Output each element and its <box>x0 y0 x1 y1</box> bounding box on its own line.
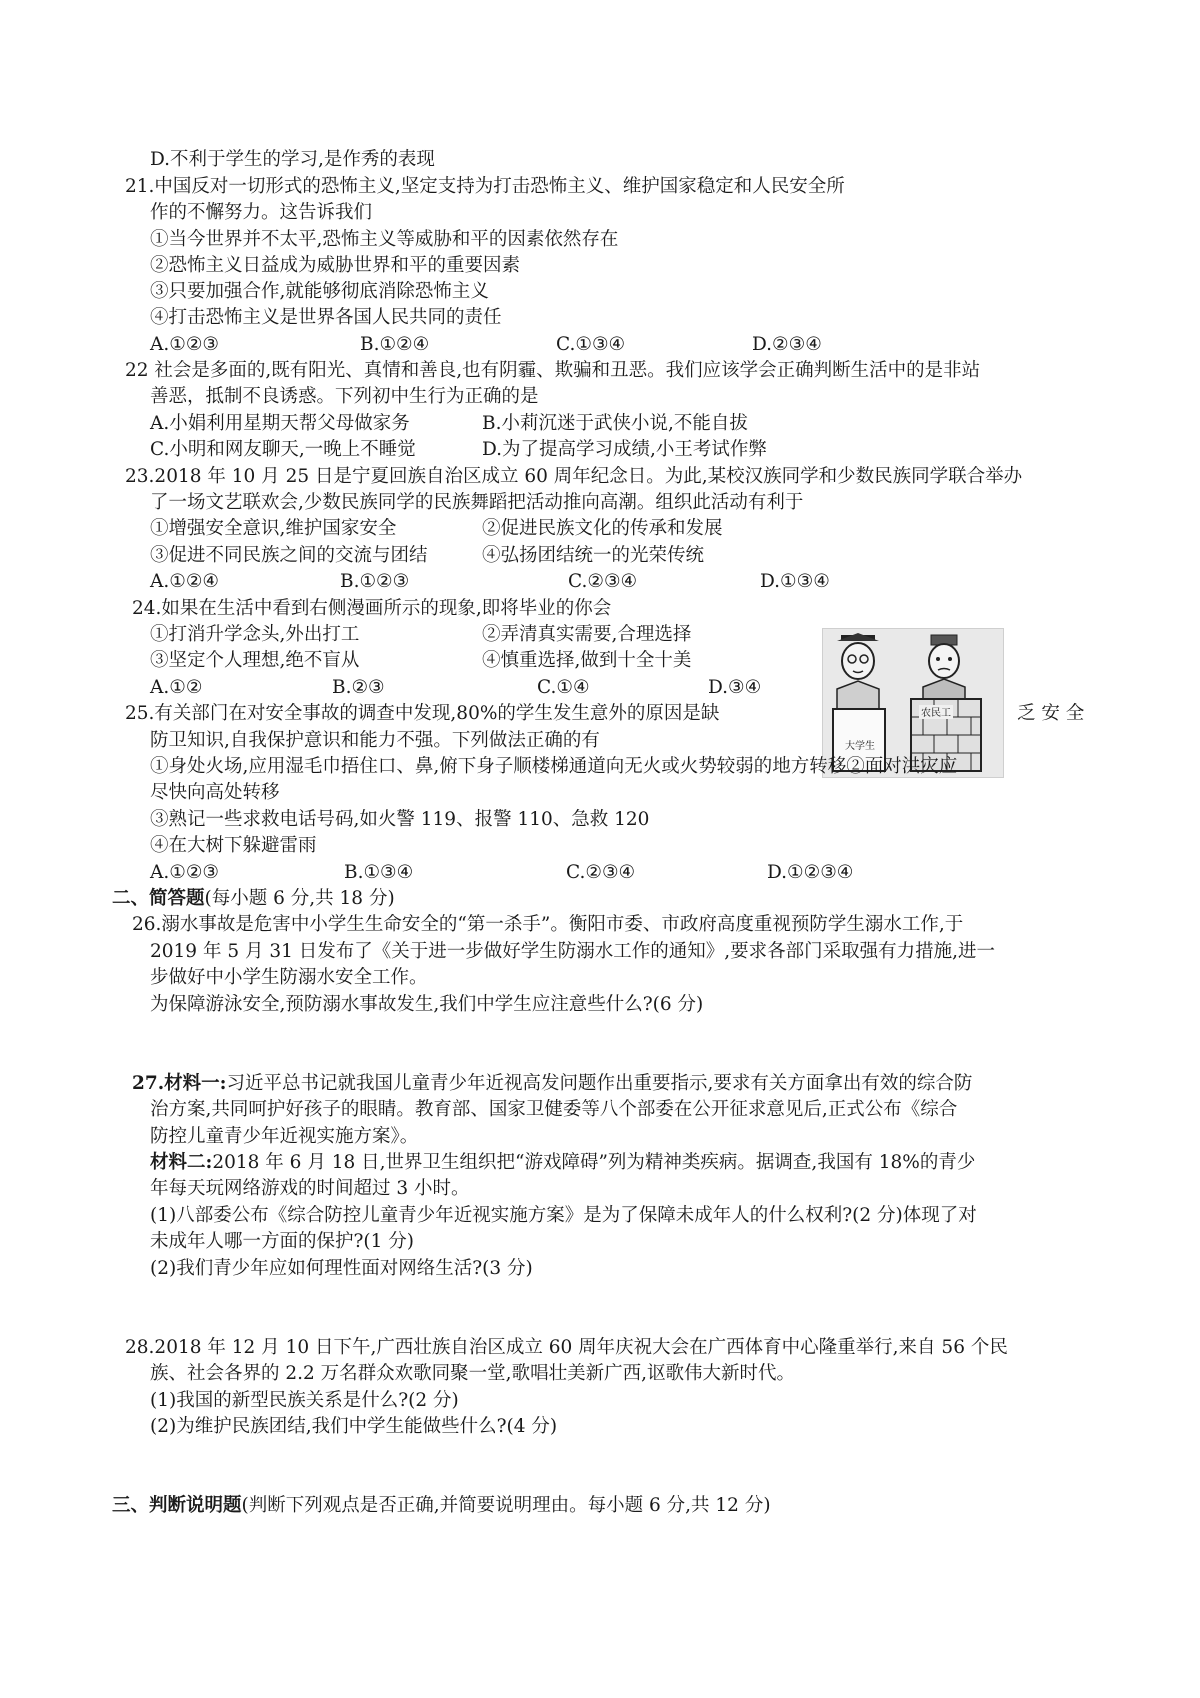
q22-option-a: A.小娟利用星期天帮父母做家务 <box>150 413 410 434</box>
q21-item-4: ④打击恐怖主义是世界各国人民共同的责任 <box>150 307 502 328</box>
q27-material2-line2: 年每天玩网络游戏的时间超过 3 小时。 <box>150 1178 470 1199</box>
q26-line2: 2019 年 5 月 31 日发布了《关于进一步做好学生防溺水工作的通知》,要求各部门采取强有力措施,进一 <box>150 941 996 962</box>
q27-material1-line3: 防控儿童青少年近视实施方案》。 <box>150 1126 419 1147</box>
section-3-note: (判断下列观点是否正确,并简要说明理由。每小题 6 分,共 12 分) <box>241 1495 771 1516</box>
cartoon-left-label: 大学生 <box>845 741 875 752</box>
q23-item-3: ③促进不同民族之间的交流与团结 <box>150 545 428 566</box>
q22-option-b: B.小莉沉迷于武侠小说,不能自拔 <box>482 413 748 434</box>
q24-option-d: D.③④ <box>708 677 762 698</box>
q24-option-b: B.②③ <box>332 677 385 698</box>
q22-option-d: D.为了提高学习成绩,小王考试作弊 <box>482 439 767 460</box>
q27-material2-label: 材料二: <box>150 1152 213 1173</box>
q26-line3: 步做好中小学生防溺水安全工作。 <box>150 967 428 988</box>
q21-option-a: A.①②③ <box>150 334 219 355</box>
q27-material1-label: 27.材料一: <box>132 1073 227 1094</box>
q23-option-d: D.①③④ <box>760 571 830 592</box>
q27-material2-text: 2018 年 6 月 18 日,世界卫生组织把“游戏障碍”列为精神类疾病。据调查,我国有 18%的青少 <box>212 1152 976 1173</box>
q22-option-c: C.小明和网友聊天,一晚上不睡觉 <box>150 439 416 460</box>
q27-q2: (2)我们青少年应如何理性面对网络生活?(3 分) <box>150 1258 533 1279</box>
q27-material2-line1 <box>150 1150 975 1176</box>
q21-item-1: ①当今世界并不太平,恐怖主义等威胁和平的因素依然存在 <box>150 229 619 250</box>
q23-item-4: ④弘扬团结统一的光荣传统 <box>482 545 705 566</box>
q25-stem-line1-tail: 乏 安 全 <box>1017 703 1085 724</box>
section-2-title: 二、简答题 <box>112 888 205 909</box>
q28-q2: (2)为维护民族团结,我们中学生能做些什么?(4 分) <box>150 1416 558 1437</box>
q25-option-a: A.①②③ <box>150 862 219 883</box>
q24-item-4: ④慎重选择,做到十全十美 <box>482 650 692 671</box>
q24-item-3: ③坚定个人理想,绝不盲从 <box>150 650 360 671</box>
q23-option-c: C.②③④ <box>568 571 638 592</box>
q25-option-b: B.①③④ <box>344 862 414 883</box>
q25-option-c: C.②③④ <box>566 862 636 883</box>
q21-item-2: ②恐怖主义日益成为威胁世界和平的重要因素 <box>150 255 521 276</box>
section-2-heading <box>112 886 395 912</box>
q23-stem-line1: 23.2018 年 10 月 25 日是宁夏回族自治区成立 60 周年纪念日。为此,某校汉族同学和少数民族同学联合举办 <box>125 466 1023 487</box>
q23-item-1: ①增强安全意识,维护国家安全 <box>150 518 397 539</box>
q28-line1: 28.2018 年 12 月 10 日下午,广西壮族自治区成立 60 周年庆祝大会在广西体育中心隆重举行,来自 56 个民 <box>125 1337 1008 1358</box>
q22-stem-line1: 22 社会是多面的,既有阳光、真情和善良,也有阴霾、欺骗和丑恶。我们应该学会正确判断生活中的是非站 <box>125 360 981 381</box>
q28-line2: 族、社会各界的 2.2 万名群众欢歌同聚一堂,歌唱壮美新广西,讴歌伟大新时代。 <box>150 1363 795 1384</box>
q21-option-b: B.①②④ <box>360 334 430 355</box>
q28-q1: (1)我国的新型民族关系是什么?(2 分) <box>150 1390 459 1411</box>
q21-item-3: ③只要加强合作,就能够彻底消除恐怖主义 <box>150 281 489 302</box>
q23-option-a: A.①②④ <box>150 571 219 592</box>
q24-option-c: C.①④ <box>537 677 590 698</box>
cartoon-right-label: 农民工 <box>921 708 951 719</box>
q24-item-2: ②弄清真实需要,合理选择 <box>482 624 692 645</box>
q24-item-1: ①打消升学念头,外出打工 <box>150 624 360 645</box>
q27-material1-text: 习近平总书记就我国儿童青少年近视高发问题作出重要指示,要求有关方面拿出有效的综合防 <box>226 1073 973 1094</box>
q24-stem: 24.如果在生活中看到右侧漫画所示的现象,即将毕业的你会 <box>132 598 612 619</box>
q25-stem-line1: 25.有关部门在对安全事故的调查中发现,80%的学生发生意外的原因是缺 <box>125 703 720 724</box>
q26-question: 为保障游泳安全,预防溺水事故发生,我们中学生应注意些什么?(6 分) <box>150 994 704 1015</box>
q25-item-1-line2: 尽快向高处转移 <box>150 782 280 803</box>
section-3-heading <box>112 1493 771 1519</box>
q22-stem-line2: 善恶，抵制不良诱惑。下列初中生行为正确的是 <box>150 386 539 407</box>
q27-q1-line1: (1)八部委公布《综合防控儿童青少年近视实施方案》是为了保障未成年人的什么权利?(2 分)体现了对 <box>150 1205 977 1226</box>
q25-item-1-line1: ①身处火场,应用湿毛巾捂住口、鼻,俯下身子顺楼梯通道向无火或火势较弱的地方转移②面对洪灾应 <box>150 756 958 777</box>
section-3-title: 三、判断说明题 <box>112 1495 242 1516</box>
q21-option-d: D.②③④ <box>752 334 822 355</box>
q20-option-d: D.不利于学生的学习,是作秀的表现 <box>150 149 435 170</box>
q25-item-4: ④在大树下躲避雷雨 <box>150 835 317 856</box>
q26-line1: 26.溺水事故是危害中小学生生命安全的“第一杀手”。衡阳市委、市政府高度重视预防学生溺水工作,于 <box>132 914 964 935</box>
q21-stem-line2: 作的不懈努力。这告诉我们 <box>150 202 373 223</box>
q27-q1-line2: 未成年人哪一方面的保护?(1 分) <box>150 1231 415 1252</box>
q21-option-c: C.①③④ <box>556 334 626 355</box>
section-2-note: (每小题 6 分,共 18 分) <box>204 888 395 909</box>
q25-stem-line2: 防卫知识,自我保护意识和能力不强。下列做法正确的有 <box>150 730 600 751</box>
q23-option-b: B.①②③ <box>340 571 410 592</box>
q21-stem-line1: 21.中国反对一切形式的恐怖主义,坚定支持为打击恐怖主义、维护国家稳定和人民安全所 <box>125 176 845 197</box>
q23-item-2: ②促进民族文化的传承和发展 <box>482 518 723 539</box>
q27-material1-line2: 治方案,共同呵护好孩子的眼睛。教育部、国家卫健委等八个部委在公开征求意见后,正式公布《综合 <box>150 1099 958 1120</box>
q27-material1-line1 <box>132 1071 972 1097</box>
q24-option-a: A.①② <box>150 677 203 698</box>
q23-stem-line2: 了一场文艺联欢会,少数民族同学的民族舞蹈把活动推向高潮。组织此活动有利于 <box>150 492 804 513</box>
q25-item-3: ③熟记一些求救电话号码,如火警 119、报警 110、急救 120 <box>150 809 650 830</box>
q25-option-d: D.①②③④ <box>767 862 854 883</box>
